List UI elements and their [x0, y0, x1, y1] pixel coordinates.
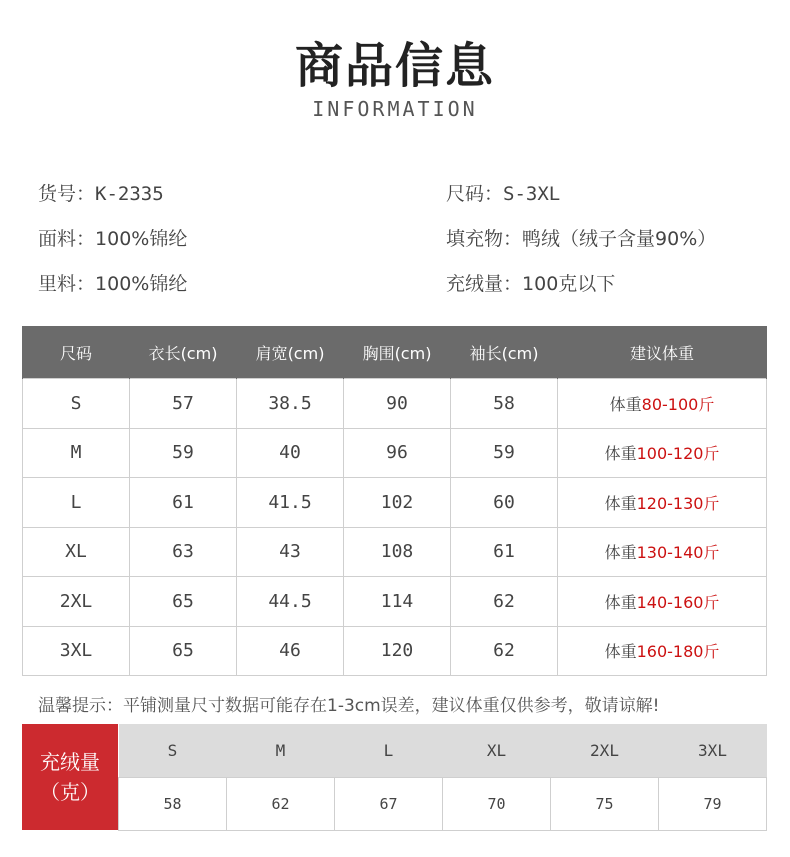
- size-table-header: 袖长(cm): [451, 326, 558, 379]
- weight-range: 120-130斤: [636, 493, 720, 513]
- table-row: [23, 527, 767, 577]
- size-cell: 2XL: [23, 577, 130, 627]
- fill-table-header: S: [119, 724, 227, 778]
- fill-table-header: 2XL: [551, 724, 659, 778]
- info-lining: [38, 272, 187, 296]
- weight-range: 80-100斤: [641, 394, 715, 414]
- fill-value-cell: 79: [659, 778, 767, 831]
- table-row: [23, 428, 767, 478]
- sleeve-cell: 62: [451, 626, 558, 676]
- info-fabric: [38, 227, 187, 251]
- fill-table-header-row: [119, 724, 767, 778]
- chest-cell: 114: [344, 577, 451, 627]
- table-row: [23, 478, 767, 528]
- size-table-header: 建议体重: [558, 326, 767, 379]
- fill-value-cell: 62: [227, 778, 335, 831]
- fill-amount-table-label: [22, 724, 118, 830]
- weight-range: 140-160斤: [636, 592, 720, 612]
- weight-cell: [558, 478, 767, 528]
- info-fill-amount: [446, 272, 615, 296]
- weight-range: 160-180斤: [636, 642, 720, 662]
- sleeve-cell: 61: [451, 527, 558, 577]
- sleeve-cell: 62: [451, 577, 558, 627]
- shoulder-cell: 43: [237, 527, 344, 577]
- size-table-header: 衣长(cm): [130, 326, 237, 379]
- chest-cell: 120: [344, 626, 451, 676]
- fill-value-cell: 70: [443, 778, 551, 831]
- size-cell: M: [23, 428, 130, 478]
- size-label: 尺码：: [446, 183, 504, 205]
- chest-cell: 102: [344, 478, 451, 528]
- fill-label-line2: （克）: [40, 780, 100, 804]
- length-cell: 57: [130, 379, 237, 429]
- fill-amount-label: 充绒量：: [446, 273, 523, 295]
- table-row: [23, 626, 767, 676]
- shoulder-cell: 41.5: [237, 478, 344, 528]
- weight-cell: [558, 626, 767, 676]
- size-table-header: 尺码: [23, 326, 130, 379]
- fill-label-line1: 充绒量: [40, 750, 100, 774]
- fill-table-header: M: [227, 724, 335, 778]
- weight-range: 100-120斤: [636, 444, 720, 464]
- length-cell: 63: [130, 527, 237, 577]
- fill-value-cell: 75: [551, 778, 659, 831]
- weight-prefix: 体重: [604, 642, 637, 662]
- weight-cell: [558, 379, 767, 429]
- sleeve-cell: 59: [451, 428, 558, 478]
- fill-table-header: L: [335, 724, 443, 778]
- item-no-value: K-2335: [95, 183, 164, 205]
- fabric-value: 100%锦纶: [95, 228, 188, 250]
- table-row: [23, 379, 767, 429]
- chest-cell: 96: [344, 428, 451, 478]
- chest-cell: 90: [344, 379, 451, 429]
- fill-table-header: XL: [443, 724, 551, 778]
- info-size: [446, 182, 560, 206]
- fill-value-cell: 58: [119, 778, 227, 831]
- length-cell: 61: [130, 478, 237, 528]
- size-cell: L: [23, 478, 130, 528]
- weight-cell: [558, 428, 767, 478]
- info-filling: [446, 227, 716, 251]
- size-cell: XL: [23, 527, 130, 577]
- weight-prefix: 体重: [609, 394, 642, 414]
- size-table-header: 胸围(cm): [344, 326, 451, 379]
- page-subtitle: INFORMATION: [312, 97, 478, 121]
- length-cell: 65: [130, 626, 237, 676]
- length-cell: 65: [130, 577, 237, 627]
- filling-value: 鸭绒（绒子含量90%）: [522, 228, 717, 250]
- shoulder-cell: 46: [237, 626, 344, 676]
- weight-prefix: 体重: [604, 543, 637, 563]
- measurement-tip: 温馨提示：平铺测量尺寸数据可能存在1-3cm误差，建议体重仅供参考，敬请谅解!: [38, 696, 660, 716]
- filling-label: 填充物：: [446, 228, 523, 250]
- info-item-no: [38, 182, 164, 206]
- weight-cell: [558, 527, 767, 577]
- shoulder-cell: 44.5: [237, 577, 344, 627]
- weight-prefix: 体重: [604, 592, 637, 612]
- size-table-header-row: [23, 326, 767, 379]
- size-cell: S: [23, 379, 130, 429]
- fill-amount-table: [118, 724, 767, 831]
- size-table-header: 肩宽(cm): [237, 326, 344, 379]
- fabric-label: 面料：: [38, 228, 96, 250]
- table-row: [23, 577, 767, 627]
- fill-table-header: 3XL: [659, 724, 767, 778]
- weight-cell: [558, 577, 767, 627]
- weight-prefix: 体重: [604, 444, 637, 464]
- size-table: [22, 326, 767, 676]
- weight-range: 130-140斤: [636, 543, 720, 563]
- size-value: S-3XL: [503, 183, 561, 205]
- lining-value: 100%锦纶: [95, 273, 188, 295]
- item-no-label: 货号：: [38, 183, 96, 205]
- page-title: 商品信息: [294, 38, 495, 94]
- table-row: [119, 778, 767, 831]
- lining-label: 里料：: [38, 273, 96, 295]
- shoulder-cell: 40: [237, 428, 344, 478]
- weight-prefix: 体重: [604, 493, 637, 513]
- fill-value-cell: 67: [335, 778, 443, 831]
- sleeve-cell: 58: [451, 379, 558, 429]
- sleeve-cell: 60: [451, 478, 558, 528]
- length-cell: 59: [130, 428, 237, 478]
- chest-cell: 108: [344, 527, 451, 577]
- fill-amount-value: 100克以下: [522, 273, 616, 295]
- size-cell: 3XL: [23, 626, 130, 676]
- shoulder-cell: 38.5: [237, 379, 344, 429]
